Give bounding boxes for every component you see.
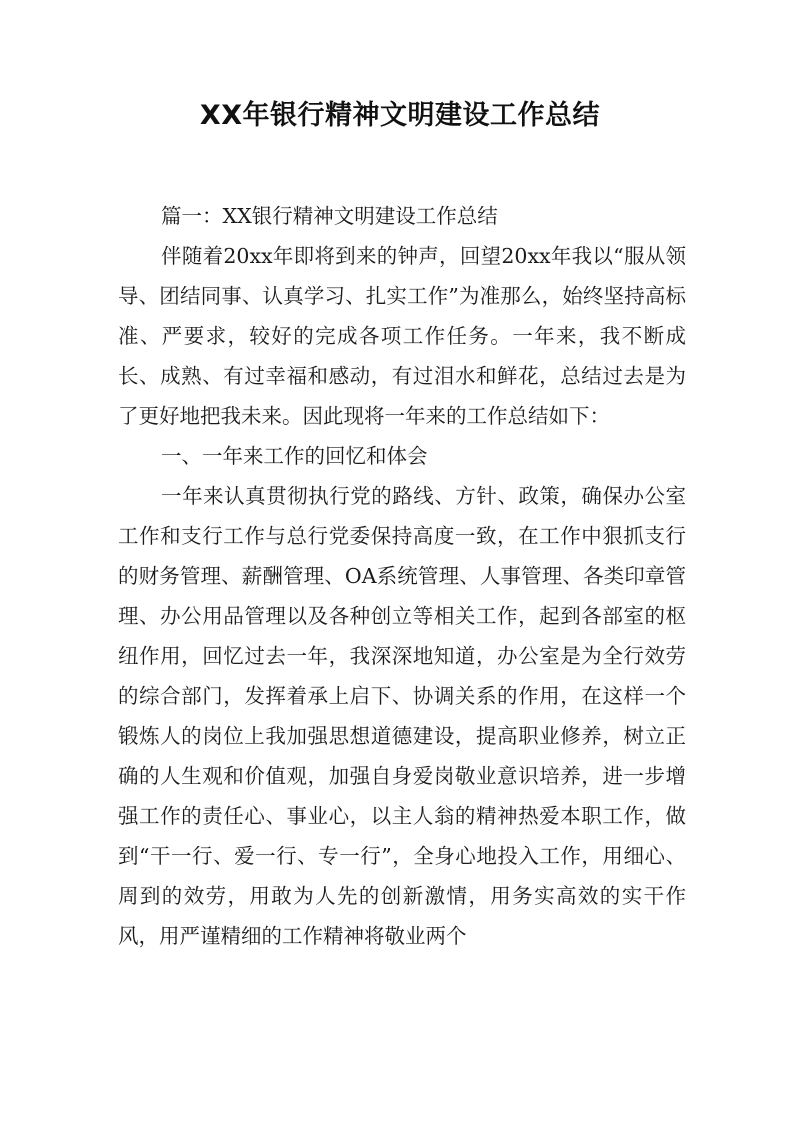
paragraph-1: 伴随着20xx年即将到来的钟声，回望20xx年我以“服从领导、团结同事、认真学习、扎实工作”为准那么，始终坚持高标准、严要求，较好的完成各项工作任务。一年来，我不断成长、成熟、有过幸福和感动，有过泪水和鲜花，总结过去是为了更好地把我未来。因此现将一年来的工作总结如下：: [118, 244, 686, 428]
subheading: 篇一：XX银行精神文明建设工作总结: [161, 204, 498, 228]
section-heading-1: 一、一年来工作的回忆和体会: [161, 444, 428, 468]
paragraph-2: 一年来认真贯彻执行党的路线、方针、政策，确保办公室工作和支行工作与总行党委保持高度一致，在工作中狠抓支行的财务管理、薪酬管理、OA系统管理、人事管理、各类印章管理、办公用品管理以及各种创立等相关工作，起到各部室的枢纽作用，回忆过去一年，我深深地知道，办公室是为全行效劳的综合部门，发挥着承上启下、协调关系的作用，在这样一个锻炼人的岗位上我加强思想道德建设，提高职业修养，树立正确的人生观和价值观，加强自身爱岗敬业意识培养，进一步增强工作的责任心、事业心，以主人翁的精神热爱本职工作，做到“干一行、爱一行、专一行”，全身心地投入工作，用细心、周到的效劳，用敢为人先的创新激情，用务实高效的实干作风，用严谨精细的工作精神将敬业两个: [118, 484, 686, 948]
document-body: [118, 196, 686, 956]
document-title: XX年银行精神文明建设工作总结: [199, 100, 601, 131]
